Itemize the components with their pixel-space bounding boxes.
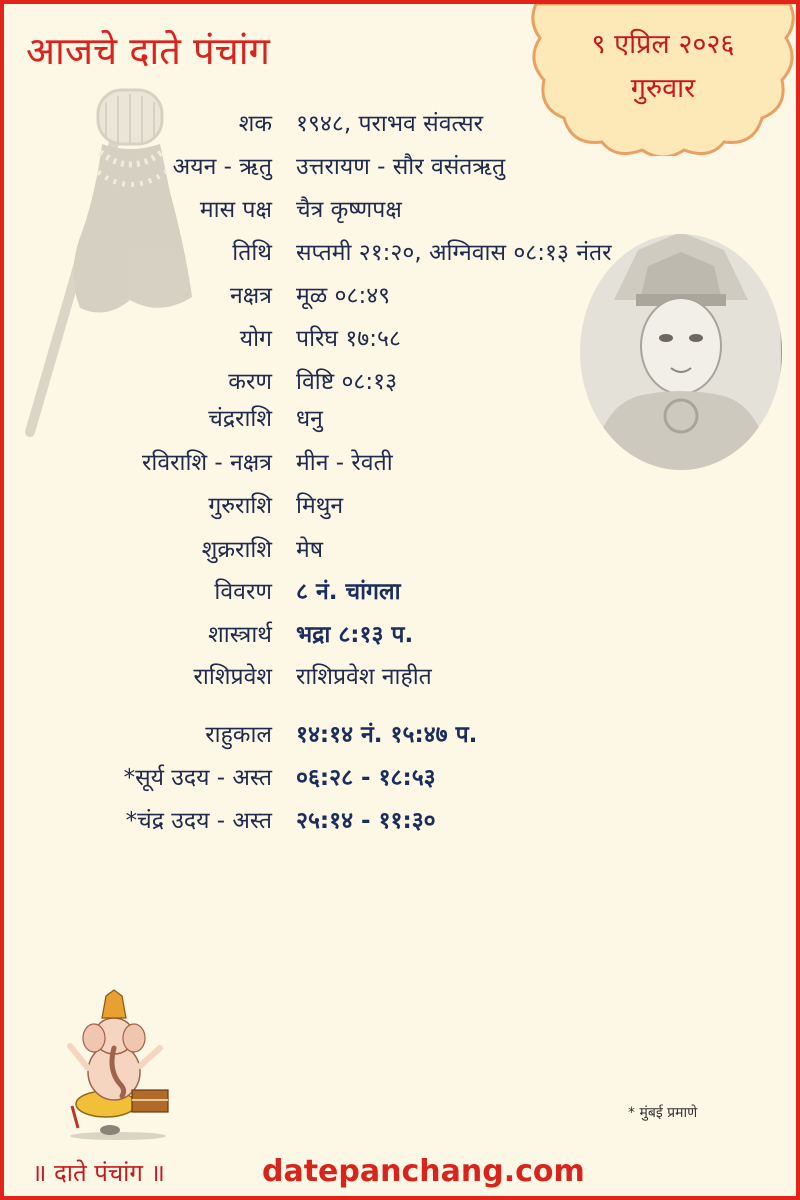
page-title: आजचे दाते पंचांग	[26, 29, 270, 73]
detail-row	[4, 192, 784, 232]
timing-label: *चंद्र उदय - अस्त	[125, 808, 272, 834]
detail-value: परिघ १७:५८	[296, 326, 401, 352]
detail-row	[4, 106, 784, 146]
detail-label: अयन - ऋतु	[172, 154, 272, 180]
timing-row	[4, 803, 784, 843]
detail-row	[4, 445, 784, 485]
detail-label: मास पक्ष	[199, 197, 272, 223]
detail-row	[4, 149, 784, 189]
badge-date: ९ एप्रिल २०२६	[591, 29, 735, 60]
timing-value: ०६:२८ - १८:५३	[296, 765, 436, 791]
detail-value: मूळ ०८:४९	[296, 283, 391, 309]
detail-label: शक	[238, 111, 272, 137]
detail-value: ८ नं. चांगला	[296, 579, 401, 605]
timing-value: १४:१४ नं. १५:४७ प.	[296, 722, 478, 748]
detail-row	[4, 321, 784, 361]
detail-row	[4, 488, 784, 528]
detail-label: शुक्रराशि	[201, 537, 272, 563]
detail-row	[4, 401, 784, 441]
detail-label: तिथि	[232, 240, 272, 266]
detail-row	[4, 278, 784, 318]
timing-row	[4, 717, 784, 757]
detail-label: नक्षत्र	[230, 283, 272, 309]
detail-value: सप्तमी २१:२०, अग्निवास ०८:१३ नंतर	[296, 240, 612, 266]
badge-day: गुरुवार	[630, 73, 696, 104]
detail-value: मेष	[296, 537, 324, 563]
detail-value: उत्तरायण - सौर वसंतऋतु	[296, 154, 506, 180]
detail-label: गुरुराशि	[208, 493, 272, 519]
website-link[interactable]: datepanchang.com	[262, 1154, 585, 1189]
location-note: * मुंबई प्रमाणे	[628, 1105, 698, 1121]
detail-value: मीन - रेवती	[296, 450, 393, 476]
brand-name: ॥ दाते पंचांग ॥	[32, 1159, 165, 1187]
detail-value: धनु	[296, 406, 323, 432]
detail-label: विवरण	[214, 579, 272, 605]
detail-value: चैत्र कृष्णपक्ष	[296, 197, 402, 223]
timing-row	[4, 760, 784, 800]
detail-value: मिथुन	[296, 493, 344, 519]
detail-label: करण	[228, 369, 272, 395]
detail-label: राशिप्रवेश	[193, 664, 272, 690]
detail-row	[4, 532, 784, 572]
timing-label: राहुकाल	[205, 722, 272, 748]
detail-row	[4, 617, 784, 657]
timing-value: २५:१४ - ११:३०	[296, 808, 436, 834]
detail-value: भद्रा ८:१३ प.	[296, 622, 414, 648]
detail-label: रविराशि - नक्षत्र	[142, 450, 272, 476]
detail-value: १९४८, पराभव संवत्सर	[296, 111, 484, 137]
ganesha-illustration	[52, 988, 180, 1140]
timing-label: *सूर्य उदय - अस्त	[123, 765, 272, 791]
detail-row	[4, 235, 784, 275]
detail-label: योग	[239, 326, 272, 352]
detail-value: राशिप्रवेश नाहीत	[296, 664, 432, 690]
detail-row	[4, 574, 784, 614]
detail-value: विष्टि ०८:१३	[296, 369, 398, 395]
detail-label: चंद्रराशि	[208, 406, 272, 432]
detail-row	[4, 659, 784, 699]
detail-label: शास्त्रार्थ	[208, 622, 272, 648]
detail-row	[4, 364, 784, 404]
